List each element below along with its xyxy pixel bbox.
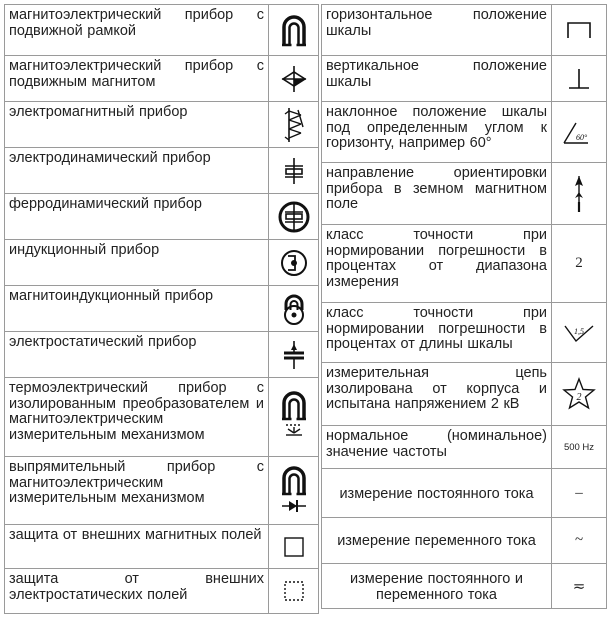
dc-icon: – — [552, 469, 607, 518]
horizontal-scale-icon — [565, 21, 593, 39]
row-description: магнитоиндукционный прибор — [5, 286, 269, 332]
accuracy-class-range-icon: 2 — [552, 225, 607, 303]
angle-label: 60° — [576, 133, 588, 142]
row-description: защита от внешних электростатических полей — [5, 569, 269, 614]
rectifier-meter-icon — [279, 466, 309, 516]
ac-icon: ~ — [552, 518, 607, 564]
row-description: индукционный прибор — [5, 240, 269, 286]
magnetic-orientation-icon — [572, 174, 586, 214]
magneto-induction-meter-icon — [279, 292, 309, 326]
table-row — [5, 569, 319, 614]
accuracy-class-length-icon — [563, 322, 595, 344]
table-row — [5, 378, 319, 457]
frequency-label-icon: 500 Hz — [552, 426, 607, 469]
row-description: магнитоэлектрический прибор с подвижным магнитом — [5, 56, 269, 102]
table-row — [322, 102, 607, 163]
row-description: электродинамический прибор — [5, 148, 269, 194]
test-voltage-value: 2 — [576, 392, 582, 403]
ac-dc-icon: ≂ — [552, 564, 607, 609]
induction-meter-icon — [279, 248, 309, 278]
row-description: ферродинамический прибор — [5, 194, 269, 240]
table-row — [322, 518, 607, 564]
row-description: измерительная цепь изолирована от корпуса и испытана напряжением 2 кВ — [322, 363, 552, 426]
vertical-scale-icon — [567, 67, 591, 91]
row-description: защита от внешних магнитных полей — [5, 525, 269, 569]
thermoelectric-meter-icon — [279, 391, 309, 443]
electrostatic-shield-icon — [283, 580, 305, 602]
table-row — [5, 5, 319, 56]
table-row — [322, 163, 607, 225]
row-description: нормальное (номинальное) значение частоты — [322, 426, 552, 469]
table-row — [5, 240, 319, 286]
row-description: вертикальное положение шкалы — [322, 56, 552, 102]
table-row — [322, 5, 607, 56]
table-row — [322, 564, 607, 609]
row-description: наклонное положение шкалы под определенным углом к горизонту, например 60° — [322, 102, 552, 163]
row-description: электростатический прибор — [5, 332, 269, 378]
table-row — [5, 148, 319, 194]
moving-coil-meter-icon — [279, 13, 309, 47]
row-description: электромагнитный прибор — [5, 102, 269, 148]
table-row — [5, 56, 319, 102]
row-description: измерение постоянного и переменного тока — [322, 564, 552, 609]
table-row — [5, 194, 319, 240]
left-symbols-table — [4, 4, 319, 614]
row-description: измерение переменного тока — [322, 518, 552, 564]
magnetic-shield-icon — [283, 536, 305, 558]
table-row — [5, 332, 319, 378]
inclined-scale-icon — [562, 118, 596, 146]
electrostatic-meter-icon — [281, 339, 307, 371]
electrodynamic-meter-icon — [281, 157, 307, 185]
insulation-test-star-icon — [563, 378, 595, 410]
table-row — [5, 525, 319, 569]
table-row — [322, 303, 607, 363]
moving-magnet-meter-icon — [279, 64, 309, 94]
table-row — [5, 286, 319, 332]
table-row — [322, 426, 607, 469]
row-description: измерение постоянного тока — [322, 469, 552, 518]
table-row — [322, 469, 607, 518]
row-description: направление ориентировки прибора в земном магнитном поле — [322, 163, 552, 225]
table-row — [5, 457, 319, 525]
row-description: термоэлектрический прибор с изолированным преобразователем и магнитоэлектрическим измерительным механизмом — [5, 378, 269, 457]
table-row — [322, 56, 607, 102]
row-description: магнитоэлектрический прибор с подвижной рамкой — [5, 5, 269, 56]
table-row — [322, 225, 607, 303]
electromagnetic-meter-icon — [281, 107, 307, 143]
ferrodynamic-meter-icon — [278, 201, 310, 233]
right-symbols-table — [321, 4, 607, 609]
row-description: класс точности при нормировании погрешности в процентах от длины шкалы — [322, 303, 552, 363]
row-description: выпрямительный прибор с магнитоэлектрическим измерительным механизмом — [5, 457, 269, 525]
table-row — [322, 363, 607, 426]
table-row — [5, 102, 319, 148]
accuracy-value: 1,5 — [574, 326, 584, 336]
row-description: горизонтальное положение шкалы — [322, 5, 552, 56]
row-description: класс точности при нормировании погрешности в процентах от диапазона измерения — [322, 225, 552, 303]
